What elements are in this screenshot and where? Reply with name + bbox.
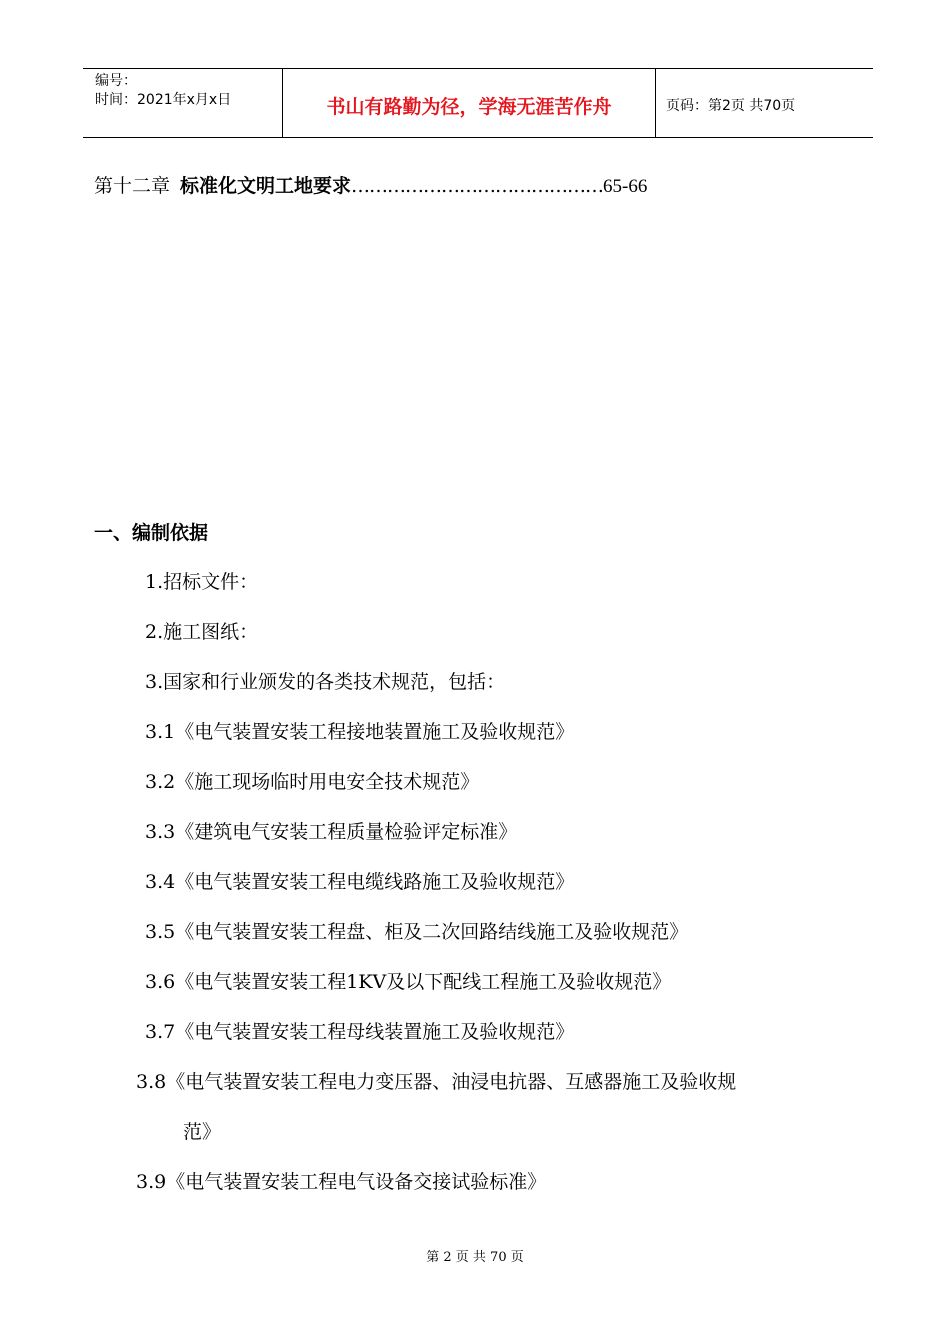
toc-chapter: 第十二章 [94, 175, 171, 197]
page-header [83, 68, 873, 138]
toc-page-range: 65-66 [603, 176, 648, 197]
toc-entry-chapter-12 [94, 172, 647, 201]
header-page-info: 页码：第2页 共70页 [666, 98, 796, 114]
document-number-label: 编号： [95, 73, 137, 89]
list-item: 3.4《电气装置安装工程电缆线路施工及验收规范》 [145, 871, 575, 893]
list-item-3-8-line1: 3.8《电气装置安装工程电力变压器、油浸电抗器、互感器施工及验收规 [136, 1071, 737, 1093]
list-item: 3.3《建筑电气安装工程质量检验评定标准》 [145, 821, 518, 843]
list-item: 1.招标文件： [145, 571, 259, 593]
list-item: 3.1《电气装置安装工程接地装置施工及验收规范》 [145, 721, 575, 743]
list-item: 3.6《电气装置安装工程1KV及以下配线工程施工及验收规范》 [145, 971, 672, 993]
toc-title: 标准化文明工地要求 [180, 175, 352, 197]
header-motto: 书山有路勤为径，学海无涯苦作舟 [283, 69, 656, 137]
list-item: 3.2《施工现场临时用电安全技术规范》 [145, 771, 480, 793]
list-item: 3.5《电气装置安装工程盘、柜及二次回路结线施工及验收规范》 [145, 921, 689, 943]
page-footer: 第 2 页 共 70 页 [426, 1250, 524, 1265]
toc-leader-dots: …………………………………… [351, 175, 604, 197]
list-item: 3.9《电气装置安装工程电气设备交接试验标准》 [136, 1171, 547, 1193]
section-heading: 一、编制依据 [94, 522, 209, 544]
document-time: 时间：2021年x月x日 [95, 92, 232, 108]
list-item: 2.施工图纸： [145, 621, 259, 643]
list-item: 3.国家和行业颁发的各类技术规范，包括： [145, 671, 506, 693]
list-item: 3.7《电气装置安装工程母线装置施工及验收规范》 [145, 1021, 575, 1043]
list-item-3-8-line2: 范》 [183, 1121, 222, 1143]
header-meta [83, 69, 283, 137]
